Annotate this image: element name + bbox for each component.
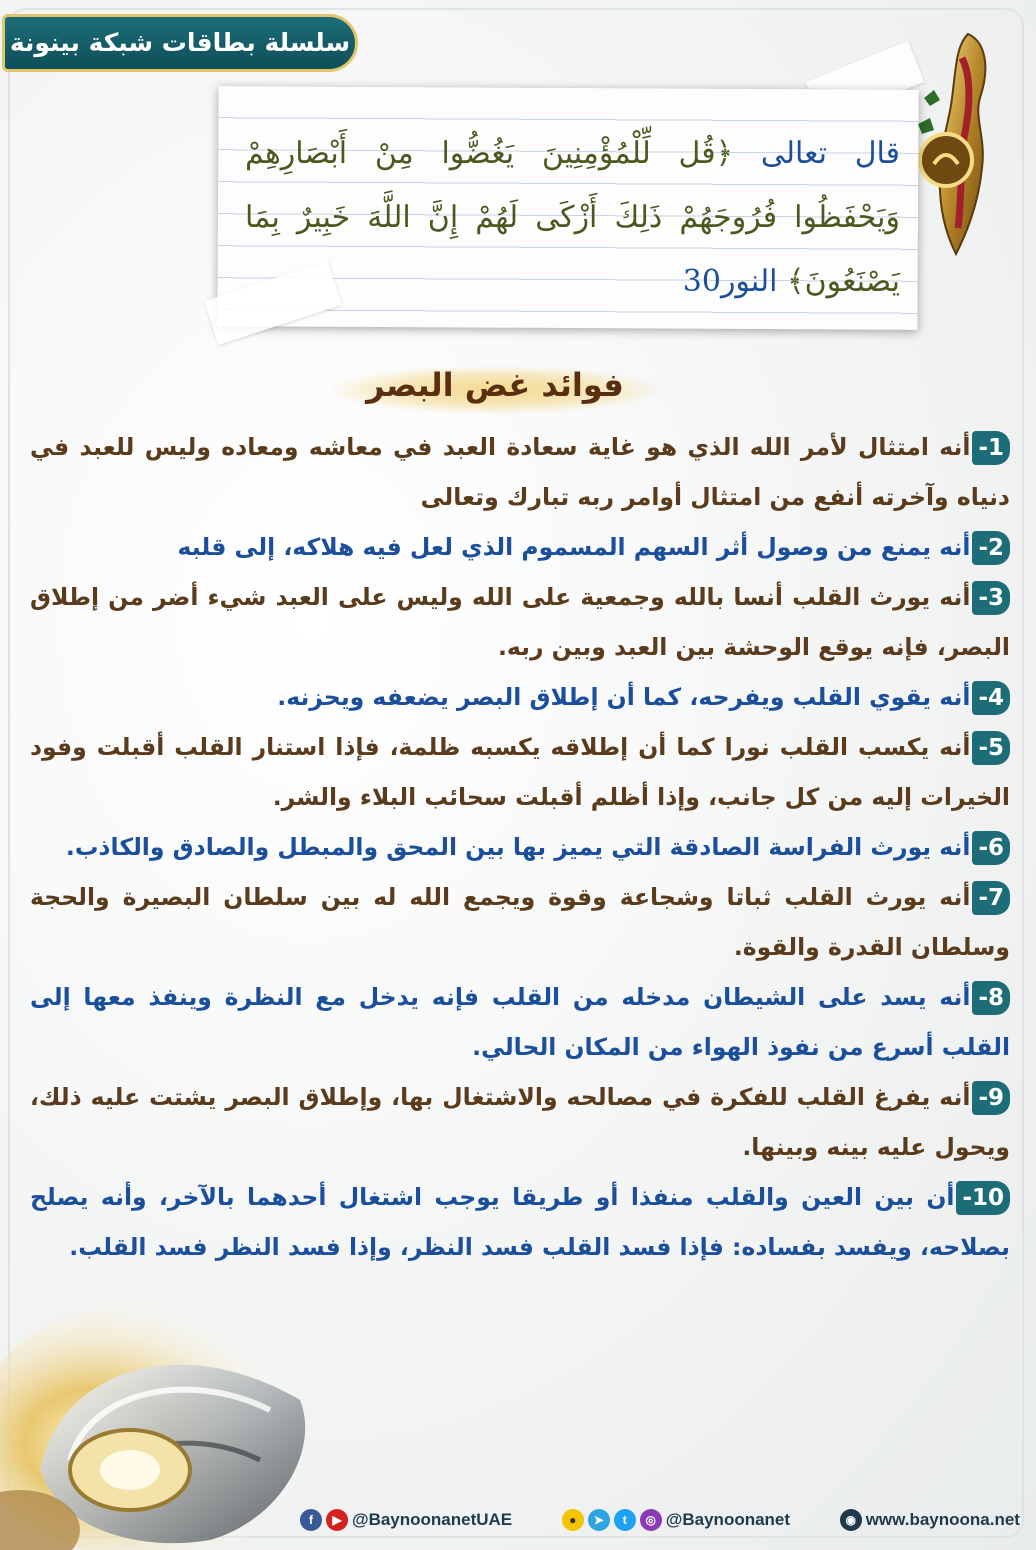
benefit-item — [30, 872, 1010, 972]
verse-reference: النور30 — [682, 264, 787, 299]
benefit-number: 7- — [972, 881, 1010, 915]
benefit-text: أنه يقوي القلب ويفرحه، كما أن إطلاق البصر يضعفه ويحزنه. — [277, 683, 971, 711]
benefit-number: 9- — [972, 1081, 1010, 1115]
globe-icon: ◉ — [840, 1509, 862, 1531]
snapchat-icon[interactable]: ● — [562, 1509, 584, 1531]
benefit-number: 3- — [972, 581, 1010, 615]
benefit-item — [30, 422, 1010, 522]
benefit-number: 4- — [972, 681, 1010, 715]
benefit-text: أنه يورث القلب أنسا بالله وجمعية على الله وليس على العبد شيء أضر من إطلاق البصر، فإنه يوقع الوحشة بين العبد وبين ربه. — [30, 583, 1010, 661]
page-title: فوائد غض البصر — [330, 366, 660, 414]
benefit-number: 1- — [972, 431, 1010, 465]
benefit-item — [30, 572, 1010, 672]
series-badge: سلسلة بطاقات شبكة بينونة — [2, 14, 358, 72]
benefit-item — [30, 522, 1010, 572]
benefit-text: أنه يفرغ القلب للفكرة في مصالحه والاشتغال بها، وإطلاق البصر يشتت عليه ذلك، ويحول عليه بينه وبينها. — [30, 1083, 1010, 1161]
youtube-icon[interactable]: ▶ — [326, 1509, 348, 1531]
instagram-icon[interactable]: ◎ — [640, 1509, 662, 1531]
benefit-item — [30, 722, 1010, 822]
benefit-item — [30, 1072, 1010, 1172]
website-link[interactable]: www.baynoona.net — [865, 1510, 1020, 1529]
telegram-icon[interactable]: ➤ — [588, 1509, 610, 1531]
verse-text: ﴿قُل لِّلْمُؤْمِنِينَ يَغُضُّوا مِنْ أَبْصَارِهِمْ وَيَحْفَظُوا فُرُوجَهُمْ ذَلِكَ أَزْكَى لَهُمْ إِنَّ اللَّهَ خَبِيرٌ بِمَا يَصْنَعُونَ﴾ — [245, 136, 900, 299]
benefit-number: 10- — [956, 1181, 1010, 1215]
benefit-number: 6- — [972, 831, 1010, 865]
social-group-uae — [300, 1509, 512, 1531]
benefits-list — [30, 422, 1010, 1272]
benefit-text: أنه يورث الفراسة الصادقة التي يميز بها بين المحق والمبطل والصادق والكاذب. — [65, 833, 971, 861]
quran-verse — [245, 122, 900, 314]
benefit-number: 5- — [972, 731, 1010, 765]
benefit-text: أنه يسد على الشيطان مدخله من القلب فإنه يدخل مع النظرة وينفذ معها إلى القلب أسرع من نفوذ الهواء من المكان الحالي. — [30, 983, 1010, 1061]
benefit-text: أنه يورث القلب ثباتا وشجاعة وقوة ويجمع الله له بين سلطان البصيرة والحجة وسلطان القدرة والقوة. — [30, 883, 1010, 961]
social-group — [562, 1509, 790, 1531]
benefit-item — [30, 972, 1010, 1072]
benefit-text: أنه يمنع من وصول أثر السهم المسموم الذي لعل فيه هلاكه، إلى قلبه — [177, 533, 971, 561]
website-group — [840, 1509, 1020, 1531]
verse-lead: قال تعالى — [733, 136, 900, 171]
benefit-text: أنه امتثال لأمر الله الذي هو غاية سعادة العبد في معاشه ومعاده وليس للعبد في دنياه وآخرته أنفع من امتثال أوامر ربه تبارك وتعالى — [30, 433, 1010, 511]
benefit-number: 2- — [972, 531, 1010, 565]
benefit-item — [30, 672, 1010, 722]
baynoona-logo-icon — [916, 28, 996, 258]
handle[interactable]: @Baynoonanet — [665, 1510, 791, 1529]
benefit-item — [30, 822, 1010, 872]
twitter-icon[interactable]: t — [614, 1509, 636, 1531]
facebook-icon[interactable]: f — [300, 1509, 322, 1531]
benefit-number: 8- — [972, 981, 1010, 1015]
benefit-item — [30, 1172, 1010, 1272]
footer — [300, 1502, 1020, 1538]
handle-uae[interactable]: @BaynoonanetUAE — [352, 1510, 513, 1529]
crystal-bowl-icon — [0, 1290, 330, 1550]
benefit-text: أن بين العين والقلب منفذا أو طريقا يوجب اشتغال أحدهما بالآخر، وأنه يصلح بصلاحه، ويفسد بفساده: فإذا فسد القلب فسد النظر، وإذا فسد النظر فسد القلب. — [30, 1183, 1010, 1261]
benefit-text: أنه يكسب القلب نورا كما أن إطلاقه يكسبه ظلمة، فإذا استنار القلب أقبلت وفود الخيرات إليه من كل جانب، وإذا أظلم أقبلت سحائب البلاء والشر. — [30, 733, 1010, 811]
